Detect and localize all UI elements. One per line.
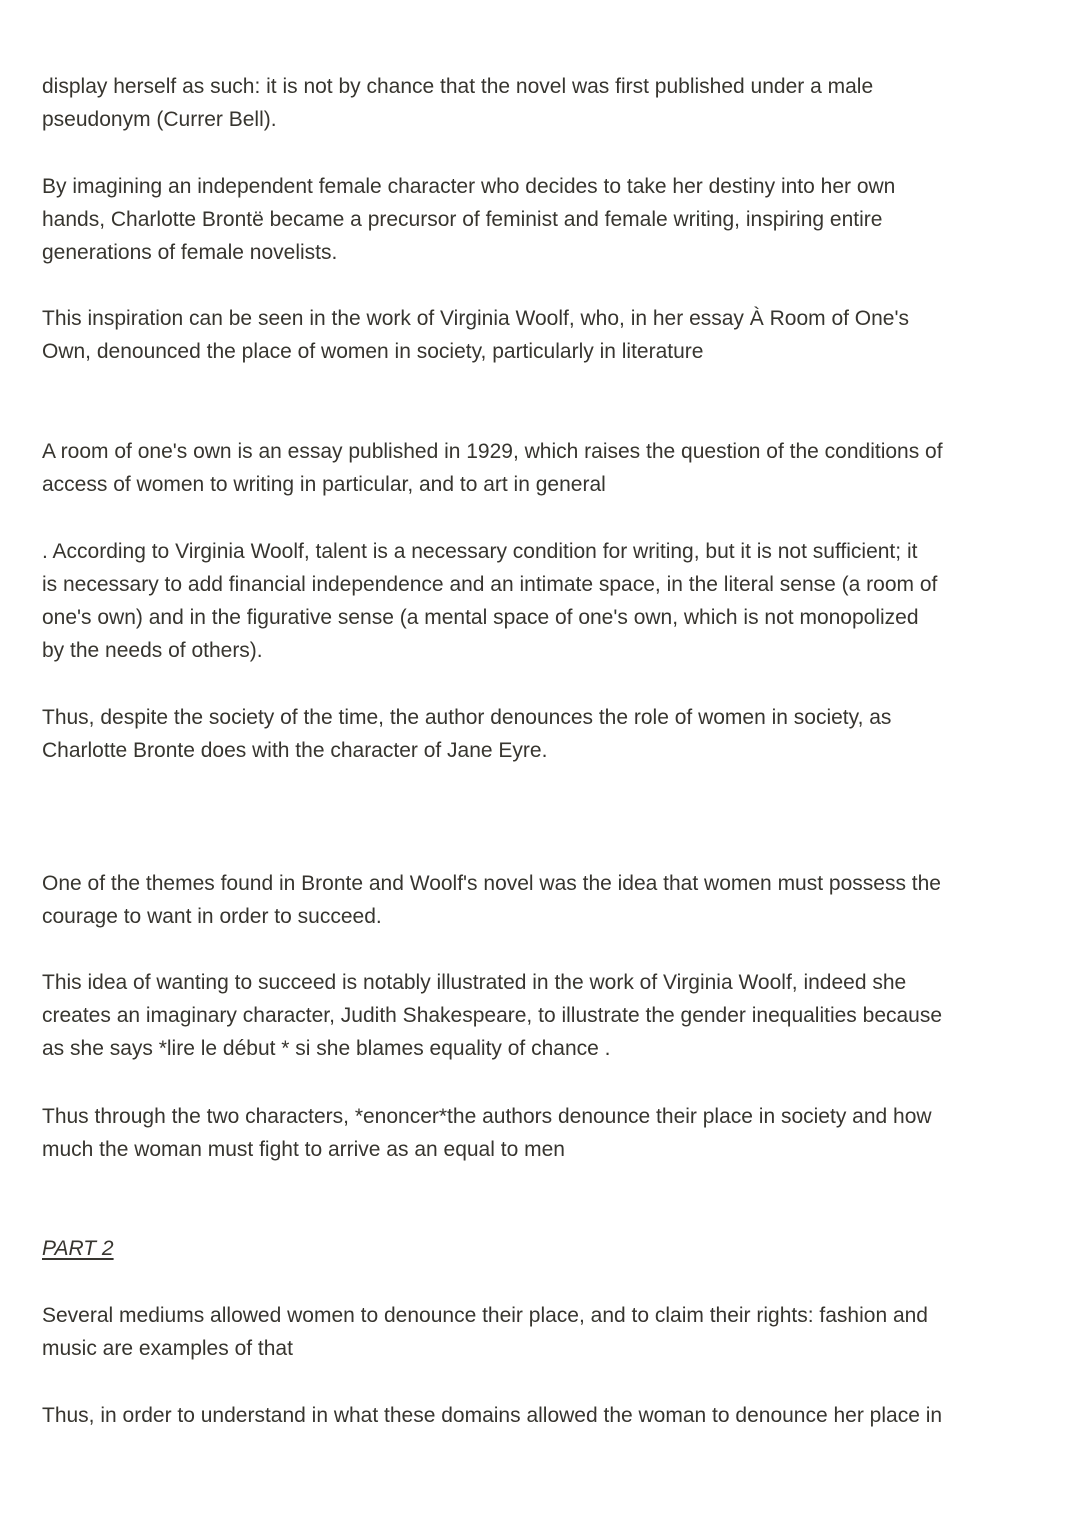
paragraph-society-role: Thus, despite the society of the time, the author denounces the role of women in society, as Charlotte Bronte does with the character of Jane Eyre. bbox=[42, 706, 892, 762]
paragraph-two-characters: Thus through the two characters, *enoncer*the authors denounce their place in society and how much the woman must fight to arrive as an equal to men bbox=[42, 1105, 932, 1161]
paragraph-themes: One of the themes found in Bronte and Woolf's novel was the idea that women must possess the courage to want in order to succeed. bbox=[42, 872, 941, 928]
paragraph-bronte-precursor: By imagining an independent female character who decides to take her destiny into her own hands, Charlotte Brontë became a precursor of feminist and female writing, inspiring entire generations of female novelists. bbox=[42, 175, 896, 264]
paragraph-pseudonym: display herself as such: it is not by chance that the novel was first published under a male pseudonym (Currer Bell). bbox=[42, 75, 874, 131]
paragraph-room-essay: A room of one's own is an essay published in 1929, which raises the question of the conditions of access of women to writing in particular, and to art in general bbox=[42, 440, 943, 496]
paragraph-mediums: Several mediums allowed women to denounce their place, and to claim their rights: fashion and music are examples of that bbox=[42, 1304, 928, 1360]
paragraph-woolf-talent: . According to Virginia Woolf, talent is a necessary condition for writing, but it is not sufficient; it is necessary to add financial independence and an intimate space, in the literal sense (a room of one's own) and in the figurative sense (a mental space of one's own, which is not monopolized by the needs of others). bbox=[42, 540, 938, 662]
part-2-heading: PART 2 bbox=[42, 1237, 114, 1260]
paragraph-woolf-inspiration: This inspiration can be seen in the work of Virginia Woolf, who, in her essay À Room of One's Own, denounced the place of women in society, particularly in literature bbox=[42, 307, 909, 363]
paragraph-understand-domains: Thus, in order to understand in what these domains allowed the woman to denounce her place in bbox=[42, 1404, 943, 1427]
paragraph-judith-shakespeare: This idea of wanting to succeed is notably illustrated in the work of Virginia Woolf, indeed she creates an imaginary character, Judith Shakespeare, to illustrate the gender inequalities because as she says *lire le début * si she blames equality of chance . bbox=[42, 971, 943, 1060]
